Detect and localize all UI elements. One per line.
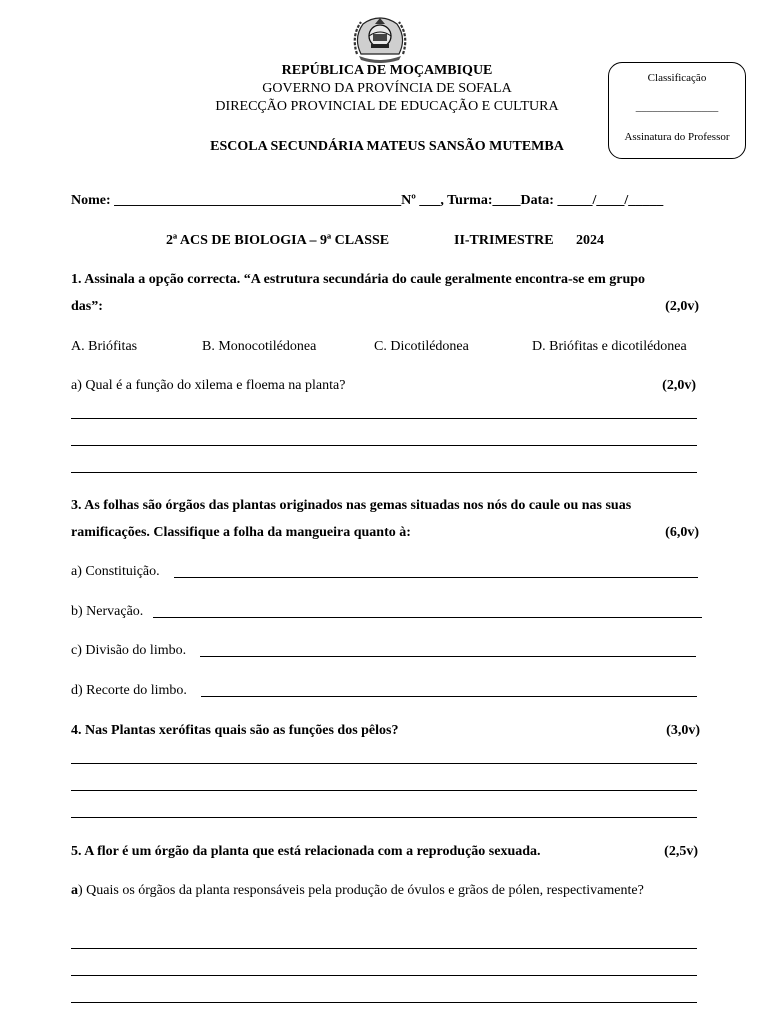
student-info-line[interactable]: Nome: _________________________________________Nº ___, Turma:____Data: _____/____/_____ <box>71 193 664 208</box>
q3-text-line2: ramificações. Classifique a folha da mangueira quanto à: <box>71 525 411 540</box>
q1-option-c[interactable]: C. Dicotilédonea <box>374 339 469 354</box>
grade-box <box>608 62 746 159</box>
q1-option-a[interactable]: A. Briófitas <box>71 339 138 354</box>
answer-line[interactable] <box>201 696 697 697</box>
q5-sub-text: ) Quais os órgãos da planta responsáveis pela produção de óvulos e grãos de pólen, respectivamente? <box>78 883 644 898</box>
q3-text-line1: 3. As folhas são órgãos das plantas originados nas gemas situadas nos nós do caule ou nas suas <box>71 498 632 513</box>
test-term: II-TRIMESTRE <box>454 233 554 248</box>
teacher-signature-label: Assinatura do Professor <box>624 131 730 143</box>
answer-line[interactable] <box>71 790 697 791</box>
q4-points: (3,0v) <box>666 723 700 738</box>
q1-text-line1: 1. Assinala a opção correcta. “A estrutura secundária do caule geralmente encontra-se em grupo <box>71 272 646 287</box>
header-republic: REPÚBLICA DE MOÇAMBIQUE <box>281 63 493 78</box>
q4-text: 4. Nas Plantas xerófitas quais são as funções dos pêlos? <box>71 723 399 738</box>
q5-points: (2,5v) <box>664 844 698 859</box>
q3-item-d: d) Recorte do limbo. <box>71 683 187 698</box>
q1-option-d[interactable]: D. Briófitas e dicotilédonea <box>532 339 687 354</box>
school-name: ESCOLA SECUNDÁRIA MATEUS SANSÃO MUTEMBA <box>210 139 564 154</box>
answer-line[interactable] <box>71 763 697 764</box>
q5-text: 5. A flor é um órgão da planta que está relacionada com a reprodução sexuada. <box>71 844 541 859</box>
q1-points: (2,0v) <box>665 299 699 314</box>
q3-item-b: b) Nervação. <box>71 604 144 619</box>
answer-line[interactable] <box>71 472 697 473</box>
q3-item-c: c) Divisão do limbo. <box>71 643 187 658</box>
grade-blank[interactable]: _______________ <box>635 101 719 113</box>
q1-option-b[interactable]: B. Monocotilédonea <box>202 339 317 354</box>
answer-line[interactable] <box>71 1002 697 1003</box>
answer-line[interactable] <box>71 418 697 419</box>
q5-subquestion <box>71 882 644 899</box>
answer-line[interactable] <box>174 577 698 578</box>
q2-points: (2,0v) <box>662 378 696 393</box>
test-year: 2024 <box>576 233 604 248</box>
answer-line[interactable] <box>71 817 697 818</box>
answer-line[interactable] <box>200 656 696 657</box>
header-government: GOVERNO DA PROVÍNCIA DE SOFALA <box>262 81 512 96</box>
header-directorate: DIRECÇÃO PROVINCIAL DE EDUCAÇÃO E CULTURA <box>215 99 559 114</box>
grade-label: Classificação <box>647 72 707 84</box>
answer-line[interactable] <box>71 975 697 976</box>
test-subject: 2ª ACS DE BIOLOGIA – 9ª CLASSE <box>166 233 390 248</box>
coat-of-arms-icon <box>351 14 409 64</box>
q1-text-line2: das”: <box>71 299 103 314</box>
q3-points: (6,0v) <box>665 525 699 540</box>
answer-line[interactable] <box>71 948 697 949</box>
q2-text: a) Qual é a função do xilema e floema na planta? <box>71 378 346 393</box>
q3-item-a: a) Constituição. <box>71 564 160 579</box>
answer-line[interactable] <box>71 445 697 446</box>
answer-line[interactable] <box>153 617 702 618</box>
q5-sub-label: a <box>71 883 78 898</box>
